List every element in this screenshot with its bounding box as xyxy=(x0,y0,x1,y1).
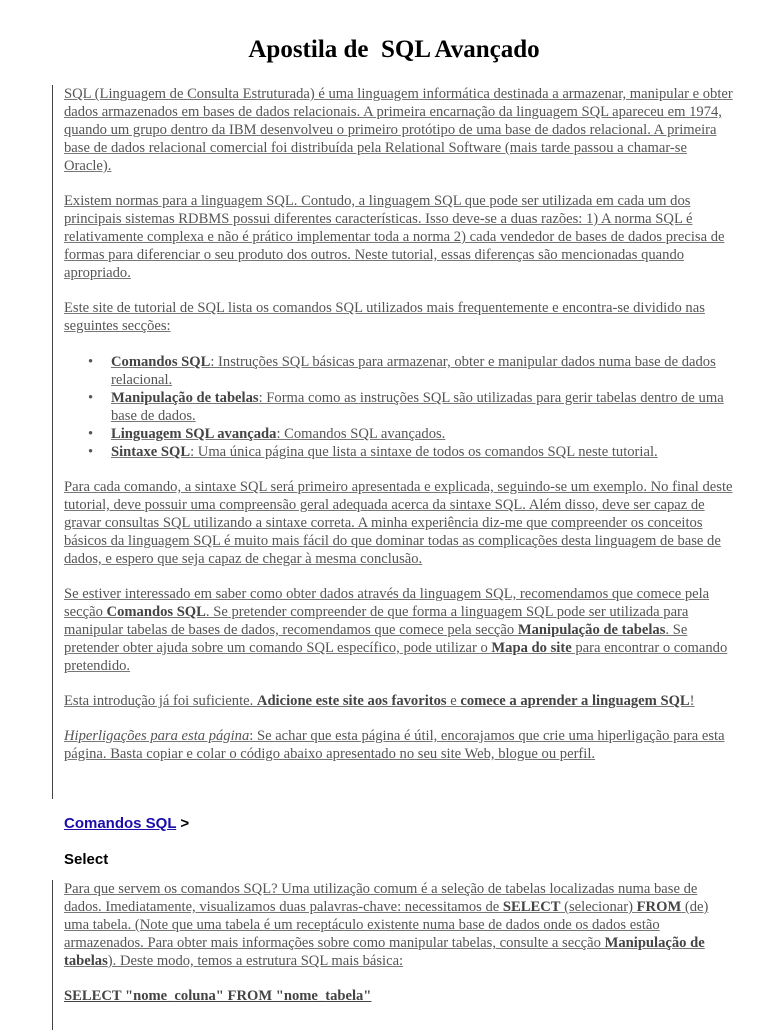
intro-paragraph-7: Hiperligações para esta página: Se achar que esta página é útil, encorajamos que crie uma hiperligação para esta página. Basta copiar e colar o código abaixo apresentado no seu site Web, blogue ou perfil. xyxy=(64,728,725,762)
list-item-bold: Comandos SQL xyxy=(111,354,211,370)
bullet-icon: • xyxy=(88,426,94,442)
select-blockquote xyxy=(52,880,734,1030)
list-item-sintaxe[interactable] xyxy=(88,443,734,461)
intro-paragraph-1: SQL (Linguagem de Consulta Estruturada) é uma linguagem informática destinada a armazenar, manipular e obter dados armazenados em bases de dados relacionais. A primeira encarnação da linguagem SQL apareceu em 1974, quando um grupo dentro da IBM desenvolveu o primeiro protótipo de uma base de dados relacional. A primeira base de dados relacional comercial foi distribuída pela Relational Software (mais tarde passou a chamar-se Oracle). xyxy=(64,86,733,174)
intro-paragraph-6: Esta introdução já foi suficiente. Adicione este site aos favoritos e comece a aprender a linguagem SQL! xyxy=(64,693,695,709)
keyword-from: FROM xyxy=(636,899,682,915)
list-item-comandos[interactable] xyxy=(88,353,734,389)
list-item-bold: Linguagem SQL avançada xyxy=(111,426,277,442)
select-paragraph-1: Para que servem os comandos SQL? Uma utilização comum é a seleção de tabelas localizadas numa base de dados. Imediatamente, visualizamos duas palavras-chave: necessitamos de SELECT (selecionar) FROM (de) uma tabela. (Note que uma tabela é um receptáculo existente numa base de dados onde os dados estão armazenados. Para obter mais informações sobre como manipular tabelas, consulte a secção Manipulação de tabelas). Deste modo, temos a estrutura SQL mais básica: xyxy=(64,881,709,969)
section-list xyxy=(64,353,734,461)
list-item-text: : Instruções SQL básicas para armazenar, obter e manipular dados numa base de dados relacional. xyxy=(111,354,716,388)
intro-paragraph-4: Para cada comando, a sintaxe SQL será primeiro apresentada e explicada, seguindo-se um exemplo. No final deste tutorial, deve possuir uma compreensão geral adequada acerca da sintaxe SQL. Além disso, deve ser capaz de gravar consultas SQL utilizando a sintaxe correta. A minha experiência diz-me que compreender os conceitos básicos da linguagem SQL é muito mais fácil do que dominar todas as complicações desta linguagem de base de dados, e espero que seja capaz de chegar à mesma conclusão. xyxy=(64,479,733,567)
bullet-icon: • xyxy=(88,354,94,370)
list-item-avancada[interactable] xyxy=(88,425,734,443)
sql-syntax-line: SELECT "nome_coluna" FROM "nome_tabela" xyxy=(64,988,372,1004)
bullet-icon: • xyxy=(88,444,94,460)
link-aprender-sql[interactable]: comece a aprender a linguagem SQL xyxy=(460,693,690,709)
link-mapa-do-site[interactable]: Mapa do site xyxy=(491,640,572,656)
list-item-bold: Manipulação de tabelas xyxy=(111,390,259,406)
intro-blockquote xyxy=(52,85,734,799)
keyword-select: SELECT xyxy=(502,899,561,915)
link-comandos-sql[interactable]: Comandos SQL xyxy=(106,604,206,620)
breadcrumb-separator: > xyxy=(176,815,190,832)
intro-paragraph-5: Se estiver interessado em saber como obter dados através da linguagem SQL, recomendamos que comece pela secção Comandos SQL. Se pretender compreender de que forma a linguagem SQL pode ser utilizada para manipular tabelas de bases de dados, recomendamos que comece pela secção Manipulação de tabelas. Se pretender obter ajuda sobre um comando SQL específico, pode utilizar o Mapa do site para encontrar o comando pretendido. xyxy=(64,586,728,674)
hiperligacoes-label: Hiperligações para esta página xyxy=(64,728,250,744)
link-favoritos[interactable]: Adicione este site aos favoritos xyxy=(256,693,447,709)
list-item-manipulacao[interactable] xyxy=(88,389,734,425)
breadcrumb xyxy=(64,815,189,832)
list-item-bold: Sintaxe SQL xyxy=(111,444,191,460)
list-item-text: : Forma como as instruções SQL são utilizadas para gerir tabelas dentro de uma base de dados. xyxy=(111,390,724,424)
intro-paragraph-3: Este site de tutorial de SQL lista os comandos SQL utilizados mais frequentemente e encontra-se dividido nas seguintes secções: xyxy=(64,300,705,334)
link-manipulacao-tabelas[interactable]: Manipulação de tabelas xyxy=(517,622,666,638)
list-item-text: : Comandos SQL avançados. xyxy=(276,426,446,442)
bullet-icon: • xyxy=(88,390,94,406)
section-heading-select: Select xyxy=(64,851,109,868)
link-manipulacao-tabelas-2[interactable]: Manipulação de tabelas xyxy=(64,935,705,969)
list-item-text: : Uma única página que lista a sintaxe de todos os comandos SQL neste tutorial. xyxy=(190,444,658,460)
page-title: Apostila de SQL Avançado xyxy=(248,36,540,63)
breadcrumb-link-comandos-sql[interactable]: Comandos SQL xyxy=(64,815,177,832)
intro-paragraph-2: Existem normas para a linguagem SQL. Contudo, a linguagem SQL que pode ser utilizada em cada um dos principais sistemas RDBMS possui diferentes características. Isso deve-se a duas razões: 1) A norma SQL é relativamente complexa e não é prático implementar toda a norma 2) cada vendedor de bases de dados precisa de formas para diferenciar o seu produto dos outros. Neste tutorial, essas diferenças são mencionadas quando apropriado. xyxy=(64,193,725,281)
